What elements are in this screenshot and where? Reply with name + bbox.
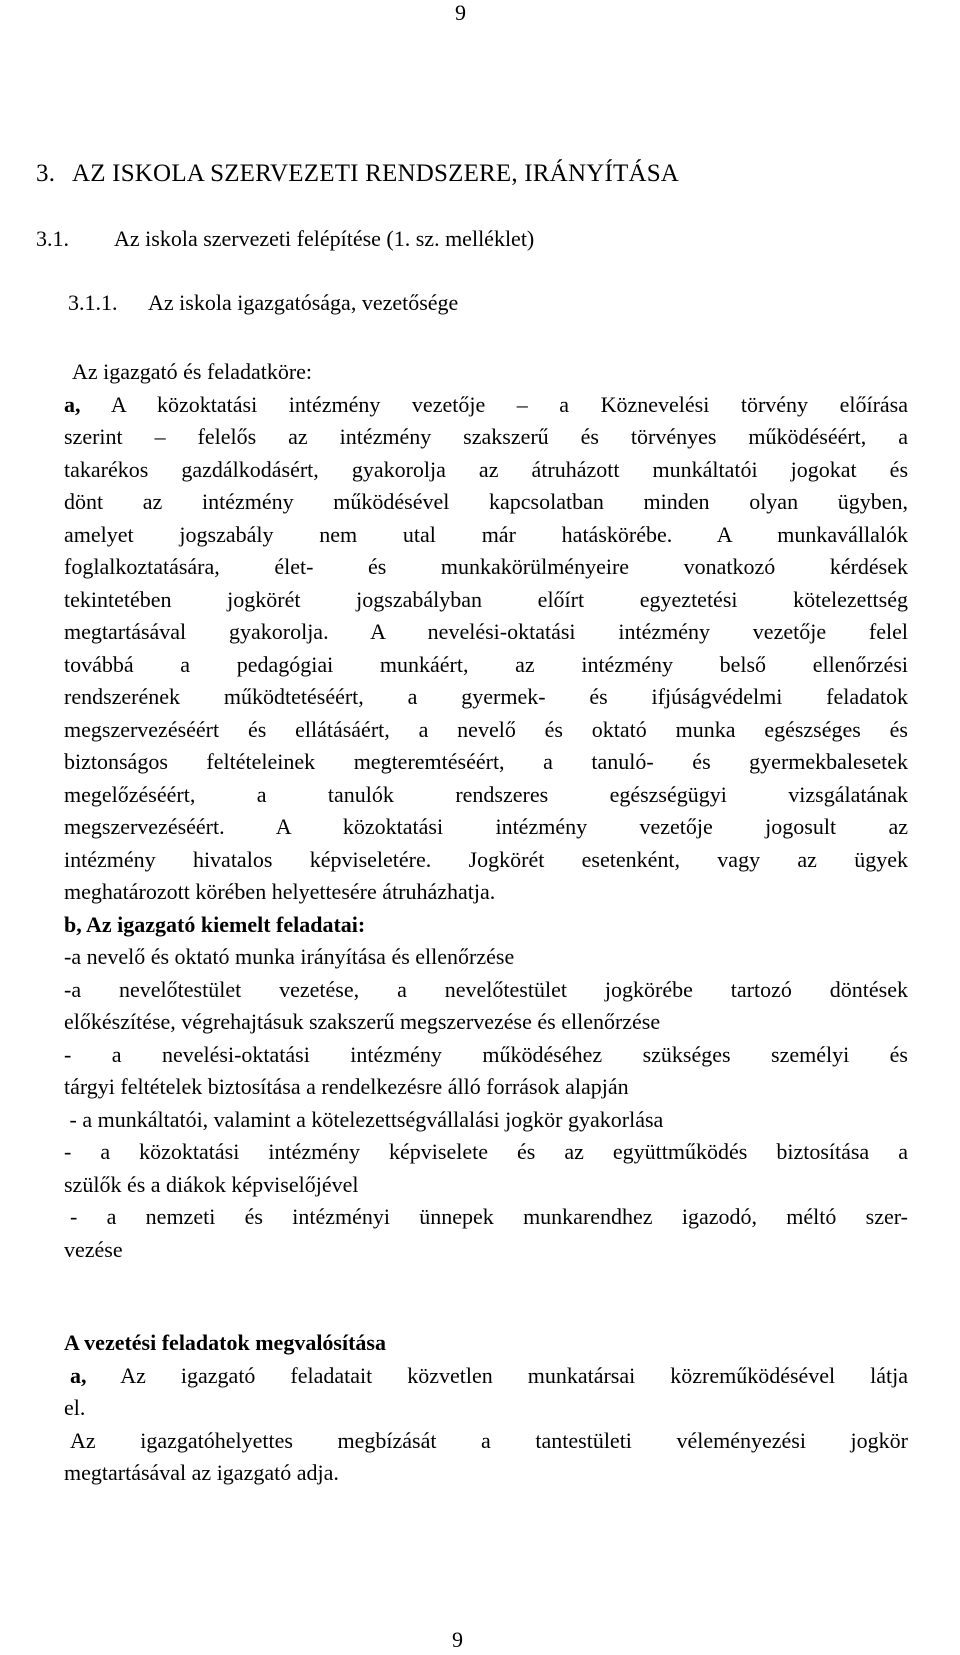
paragraph-line: biztonságos feltételeinek megteremtéséért, a tanuló- és gyermekbalesetek xyxy=(64,749,908,774)
page-number-top: 9 xyxy=(455,0,466,25)
list-item: - a nemzeti és intézményi ünnepek munkarendhez igazodó, méltó szer- xyxy=(70,1204,908,1229)
section-a-title: Az igazgató és feladatköre: xyxy=(72,359,313,384)
section-a-label: a, xyxy=(64,391,81,417)
heading-3 xyxy=(68,290,458,316)
paragraph-line: a, Az igazgató feladatait közvetlen munkatársai közreműködésével látja xyxy=(70,1362,909,1388)
list-item: - a nevelési-oktatási intézmény működéséhez szükséges személyi és xyxy=(64,1041,908,1067)
list-item: tárgyi feltételek biztosítása a rendelkezésre álló források alapján xyxy=(64,1074,629,1099)
paragraph-line: Az igazgatóhelyettes megbízását a tantestületi véleményezési jogkör xyxy=(70,1427,908,1453)
paragraph-line: megelőzéséért, a tanulók rendszeres egészségügyi vizsgálatának xyxy=(64,781,908,807)
section-c-label: a, xyxy=(70,1362,87,1388)
paragraph-line: megtartásával az igazgató adja. xyxy=(64,1460,339,1485)
paragraph-line: rendszerének működtetéséért, a gyermek- és ifjúságvédelmi feladatok xyxy=(64,684,908,709)
paragraph-line: tekintetében jogkörét jogszabályban előírt egyeztetési kötelezettség xyxy=(64,586,908,612)
paragraph-line: továbbá a pedagógiai munkáért, az intézmény belső ellenőrzési xyxy=(64,651,908,677)
heading-1-text: AZ ISKOLA SZERVEZETI RENDSZERE, IRÁNYÍTÁSA xyxy=(72,160,680,187)
heading-2-text: Az iskola szervezeti felépítése (1. sz. melléklet) xyxy=(114,226,535,251)
list-item: - a munkáltatói, valamint a kötelezettségvállalási jogkör gyakorlása xyxy=(64,1106,664,1132)
section-c xyxy=(64,1327,908,1490)
section-b-title: b, Az igazgató kiemelt feladatai: xyxy=(64,911,366,937)
page-number-bottom: 9 xyxy=(452,1627,463,1652)
list-item: -a nevelő és oktató munka irányítása és ellenőrzése xyxy=(64,944,515,969)
paragraph-line: megtartásával gyakorolja. A nevelési-oktatási intézmény vezetője felel xyxy=(64,619,908,644)
heading-2-number: 3.1. xyxy=(36,226,69,251)
paragraph-line: meghatározott körében helyettesére átruházhatja. xyxy=(64,879,496,904)
section-c-title: A vezetési feladatok megvalósítása xyxy=(64,1330,386,1355)
heading-3-number: 3.1.1. xyxy=(68,290,118,315)
heading-1 xyxy=(36,160,679,188)
list-item: - a közoktatási intézmény képviselete és az együttműködés biztosítása a xyxy=(64,1139,908,1164)
list-item: vezése xyxy=(64,1236,123,1262)
paragraph-line: megszervezéséért. A közoktatási intézmény vezetője jogosult az xyxy=(64,814,908,839)
list-item: előkészítése, végrehajtásuk szakszerű megszervezése és ellenőrzése xyxy=(64,1009,661,1034)
heading-3-text: Az iskola igazgatósága, vezetősége xyxy=(148,290,459,315)
paragraph-line: amelyet jogszabály nem utal már hatáskörébe. A munkavállalók xyxy=(64,521,908,547)
section-a xyxy=(64,356,908,1266)
list-item: szülők és a diákok képviselőjével xyxy=(64,1171,359,1197)
paragraph-line: megszervezéséért és ellátásáért, a nevelő és oktató munka egészséges és xyxy=(64,716,908,742)
paragraph-line: dönt az intézmény működésével kapcsolatban minden olyan ügyben, xyxy=(64,489,908,514)
paragraph-line: szerint – felelős az intézmény szakszerű és törvényes működéséért, a xyxy=(64,424,908,449)
heading-2 xyxy=(36,226,534,252)
paragraph-line: intézmény hivatalos képviseletére. Jogkörét esetenként, vagy az ügyek xyxy=(64,846,908,872)
list-item: -a nevelőtestület vezetése, a nevelőtestület jogkörébe tartozó döntések xyxy=(64,976,908,1002)
paragraph-line: takarékos gazdálkodásért, gyakorolja az átruházott munkáltatói jogokat és xyxy=(64,456,908,482)
paragraph-line: a, A közoktatási intézmény vezetője – a Köznevelési törvény előírása xyxy=(64,391,908,417)
paragraph-line: foglalkoztatására, élet- és munkakörülményeire vonatkozó kérdések xyxy=(64,554,908,579)
paragraph-line: el. xyxy=(64,1395,86,1420)
heading-1-number: 3. xyxy=(36,160,56,187)
